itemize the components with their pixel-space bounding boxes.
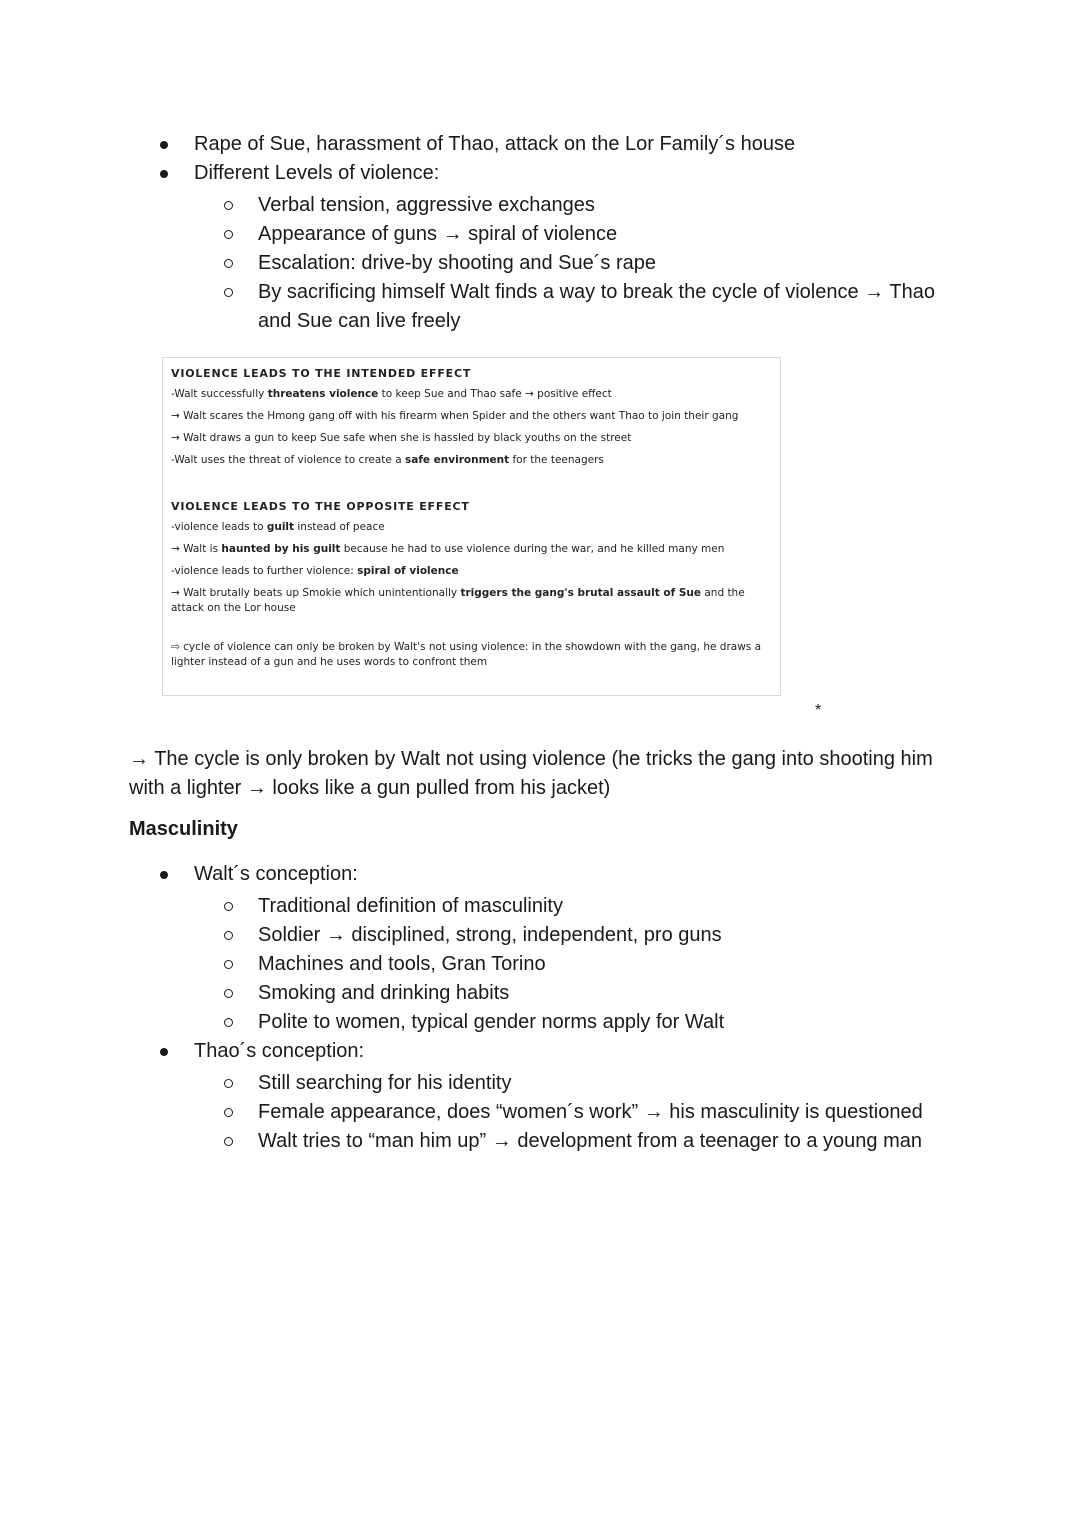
sub-bullet-item bbox=[224, 1069, 980, 1098]
bullet-text: Thao´s conception: bbox=[194, 1040, 365, 1062]
violence-bullet-list bbox=[160, 130, 960, 336]
inset-conclusion: ⇨ cycle of violence can only be broken by Walt's not using violence: in the showdown with the gang, he draws a lighter instead of a gun and he uses words to confront them bbox=[171, 641, 762, 668]
sub-bullet-text: Smoking and drinking habits bbox=[258, 982, 510, 1004]
inset-line: → Walt is haunted by his guilt because he had to use violence during the war, and he killed many men bbox=[171, 543, 725, 555]
asterisk-mark: * bbox=[815, 702, 822, 719]
bullet-dot-icon bbox=[160, 170, 168, 178]
circle-bullet-icon bbox=[224, 288, 233, 297]
sub-bullet-item bbox=[224, 278, 960, 336]
inset-line: → Walt brutally beats up Smokie which unintentionally triggers the gang's brutal assault of Sue and the attack on the Lor house bbox=[171, 587, 745, 614]
bullet-text: Walt´s conception: bbox=[194, 863, 358, 885]
circle-bullet-icon bbox=[224, 931, 233, 940]
bullet-item bbox=[160, 1037, 980, 1066]
bullet-text: Different Levels of violence: bbox=[194, 162, 440, 184]
bullet-dot-icon bbox=[160, 141, 168, 149]
circle-bullet-icon bbox=[224, 230, 233, 239]
sub-bullet-text: By sacrificing himself Walt finds a way to break the cycle of violence → Thao and Sue can live freely bbox=[258, 281, 935, 332]
sub-bullet-text: Traditional definition of masculinity bbox=[258, 895, 563, 917]
sub-bullet-text: Escalation: drive-by shooting and Sue´s rape bbox=[258, 252, 657, 274]
walt-sublist bbox=[224, 892, 980, 1037]
sub-bullet-text: Female appearance, does “women´s work” → his masculinity is questioned bbox=[258, 1101, 923, 1123]
circle-bullet-icon bbox=[224, 1079, 233, 1088]
sub-bullet-item bbox=[224, 1098, 980, 1127]
sub-bullet-item bbox=[224, 249, 960, 278]
bullet-item bbox=[160, 860, 980, 889]
bullet-dot-icon bbox=[160, 871, 168, 879]
section-heading: VIOLENCE LEADS TO THE OPPOSITE EFFECT bbox=[171, 500, 470, 513]
inset-line: -Walt uses the threat of violence to create a safe environment for the teenagers bbox=[171, 454, 604, 466]
circle-bullet-icon bbox=[224, 1108, 233, 1117]
inset-line: -violence leads to further violence: spiral of violence bbox=[171, 565, 459, 577]
levels-sublist bbox=[224, 191, 960, 336]
sub-bullet-item bbox=[224, 191, 960, 220]
inset-line: → Walt scares the Hmong gang off with his firearm when Spider and the others want Thao to join their gang bbox=[171, 410, 739, 422]
circle-bullet-icon bbox=[224, 960, 233, 969]
circle-bullet-icon bbox=[224, 1018, 233, 1027]
inset-line: -violence leads to guilt instead of peace bbox=[171, 521, 385, 533]
sub-bullet-item bbox=[224, 220, 960, 249]
section-heading: VIOLENCE LEADS TO THE INTENDED EFFECT bbox=[171, 367, 472, 380]
cycle-note: → The cycle is only broken by Walt not using violence (he tricks the gang into shooting him with a lighter → looks like a gun pulled from his jacket) bbox=[129, 748, 933, 799]
sub-bullet-text: Walt tries to “man him up” → development from a teenager to a young man bbox=[258, 1130, 923, 1152]
circle-bullet-icon bbox=[224, 989, 233, 998]
bullet-item bbox=[160, 159, 960, 188]
sub-bullet-item bbox=[224, 979, 980, 1008]
bullet-dot-icon bbox=[160, 1048, 168, 1056]
sub-bullet-text: Machines and tools, Gran Torino bbox=[258, 953, 546, 975]
sub-bullet-item bbox=[224, 892, 980, 921]
sub-bullet-text: Appearance of guns → spiral of violence bbox=[258, 223, 618, 245]
sub-bullet-text: Soldier → disciplined, strong, independent, pro guns bbox=[258, 924, 722, 946]
inset-line: -Walt successfully threatens violence to keep Sue and Thao safe → positive effect bbox=[171, 388, 612, 400]
masculinity-bullet-list bbox=[160, 860, 980, 1156]
sub-bullet-text: Verbal tension, aggressive exchanges bbox=[258, 194, 595, 216]
thao-sublist bbox=[224, 1069, 980, 1156]
circle-bullet-icon bbox=[224, 902, 233, 911]
circle-bullet-icon bbox=[224, 1137, 233, 1146]
sub-bullet-item bbox=[224, 1008, 980, 1037]
inset-line: → Walt draws a gun to keep Sue safe when she is hassled by black youths on the street bbox=[171, 432, 632, 444]
violence-effects-inset bbox=[162, 357, 781, 696]
sub-bullet-item bbox=[224, 921, 980, 950]
bullet-item bbox=[160, 130, 960, 159]
sub-bullet-item bbox=[224, 950, 980, 979]
circle-bullet-icon bbox=[224, 201, 233, 210]
sub-bullet-text: Still searching for his identity bbox=[258, 1072, 512, 1094]
opposite-effect-section bbox=[171, 499, 776, 677]
sub-bullet-item bbox=[224, 1127, 980, 1156]
circle-bullet-icon bbox=[224, 259, 233, 268]
bullet-text: Rape of Sue, harassment of Thao, attack on the Lor Family´s house bbox=[194, 133, 796, 155]
masculinity-heading: Masculinity bbox=[129, 818, 238, 840]
intended-effect-section bbox=[171, 366, 776, 475]
sub-bullet-text: Polite to women, typical gender norms apply for Walt bbox=[258, 1011, 725, 1033]
